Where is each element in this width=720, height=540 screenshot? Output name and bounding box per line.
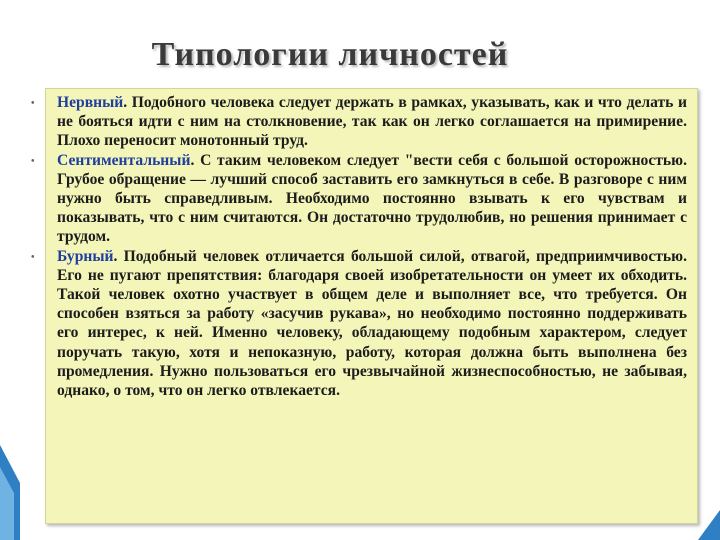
- item-text-stormy: . Подобный человек отличается большой силой, отвагой, предприимчивостью. Его не пугают препятствия: благодаря своей изобретательности он умеет их обходить. Такой человек охотно участвует в общем деле и выполняет все, что требуется. Он способен взяться за работу «засучив рукава», но необходимо постоянно поддерживать его интерес, к ней. Именно человеку, обладающему подобным характером, следует поручать такую, хотя и непоказную, работу, которая должна быть выполнена без промедления. Нужно пользоваться его чрезвычайной жизнеспособностью, не забывая, однако, о том, что он легко отвлекается.: [57, 247, 687, 400]
- term-nervous: Нервный: [57, 94, 124, 111]
- slide-title: Типологии личностей: [151, 36, 509, 73]
- bullet-icon: •: [31, 251, 35, 263]
- list-item-nervous: [31, 93, 687, 151]
- list-item-sentimental: [31, 151, 687, 247]
- content-box: [31, 88, 698, 524]
- bullet-icon: •: [31, 155, 35, 167]
- term-stormy: Бурный: [57, 247, 114, 265]
- bullet-icon: •: [31, 98, 35, 109]
- item-text-nervous: . Подобного человека следует держать в рамках, указывать, как и что делать и не бояться идти с ним на столкновение, так как он легко соглашается на примирение. Плохо переносит монотонный труд.: [57, 94, 687, 150]
- corner-decoration-left: [0, 445, 20, 540]
- term-sentimental: Сентиментальный: [57, 151, 191, 169]
- list-item-stormy: [31, 247, 687, 401]
- item-text-sentimental: . С таким человеком следует "вести себя с большой осторожностью. Грубое обращение — лучший способ заставить его замкнуться в себе. В разговоре с ним нужно быть справедливым. Необходимо постоянно взывать к его чувствам и показывать, что с ним считаются. Он достаточно трудолюбив, но решения принимает с трудом.: [57, 151, 687, 246]
- corner-decoration-right: [698, 510, 720, 540]
